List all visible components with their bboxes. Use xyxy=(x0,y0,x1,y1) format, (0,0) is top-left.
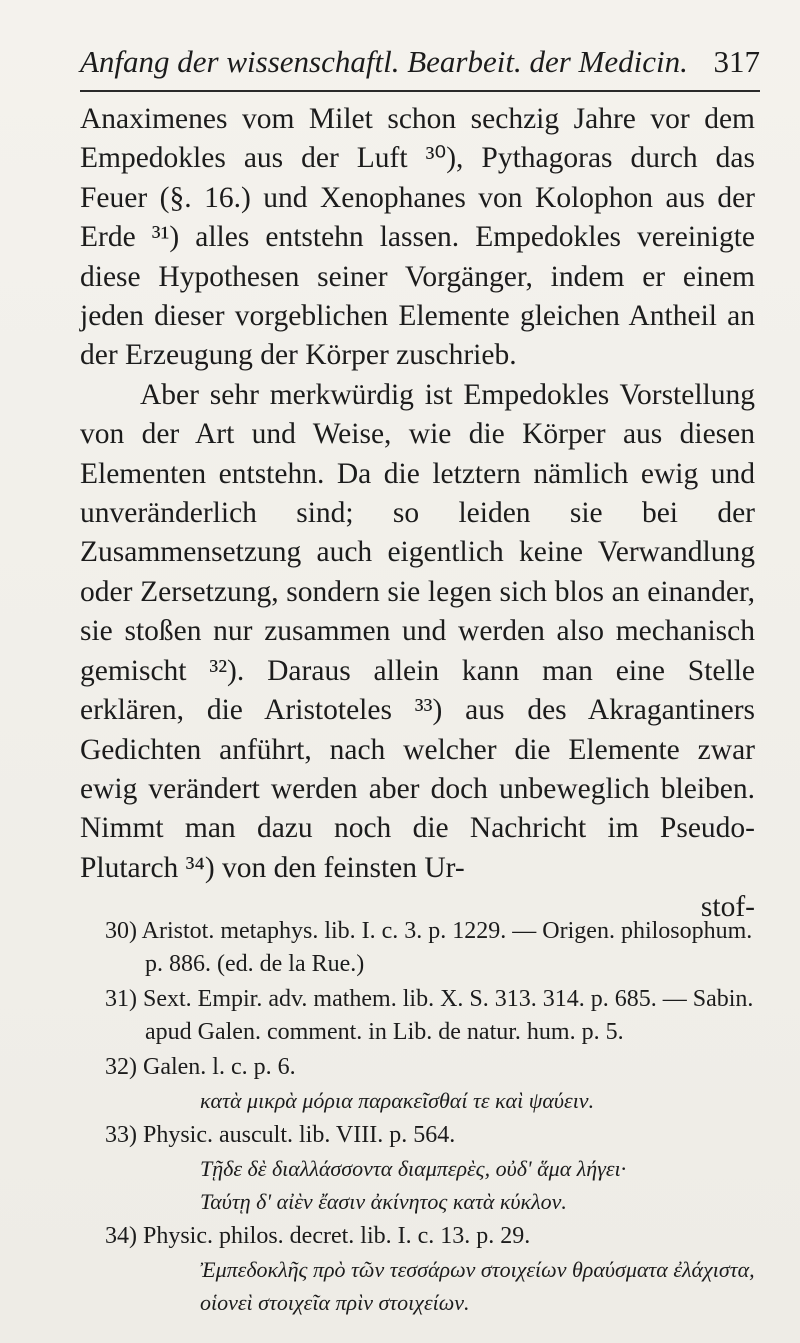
page-number: 317 xyxy=(713,44,760,79)
footnote-30: 30) Aristot. metaphys. lib. I. c. 3. p. 1229. — Origen. philosophum. p. 886. (ed. de la Rue.) xyxy=(105,918,753,977)
footnote-32 xyxy=(105,1051,755,1117)
footnote-32-ref: 32) Galen. l. c. p. 6. xyxy=(105,1054,296,1080)
footnote-33-ref: 33) Physic. auscult. lib. VIII. p. 564. xyxy=(105,1122,456,1148)
paragraph-2: Aber sehr merkwürdig ist Empedokles Vorstellung von der Art und Weise, wie die Körper aus diesen Elementen entstehn. Da die letztern nämlich ewig und unveränderlich sind; so leiden sie bei der Zusammensetzung auch eigentlich keine Verwandlung oder Zersetzung, sondern sie legen sich blos an einander, sie stoßen nur zusammen und werden also mechanisch gemischt ³²). Daraus allein kann man eine Stelle erklären, die Aristoteles ³³) aus des Akragantiners Gedichten anführt, nach welcher die Elemente zwar ewig verändert werden aber doch unbeweglich bleiben. Nimmt man dazu noch die Nachricht im Pseudo-Plutarch ³⁴) von den feinsten Ur- xyxy=(80,378,755,884)
footnote-34-quote: Ἐμπεδοκλῆς πρὸ τῶν τεσσάρων στοιχείων θραύσματα ἐλάχιστα, οἱονεὶ στοιχεῖα πρὶν στοιχείων. xyxy=(200,1257,755,1315)
page-header xyxy=(80,40,760,92)
footnote-34 xyxy=(105,1220,755,1319)
running-title: Anfang der wissenschaftl. Bearbeit. der Medicin. xyxy=(80,44,688,79)
footnote-33 xyxy=(105,1119,755,1218)
catchword: stof- xyxy=(700,891,755,924)
footnote-32-quote: κατὰ μικρὰ μόρια παρακεῖσθαί τε καὶ ψαύειν. xyxy=(200,1088,595,1113)
body-text xyxy=(80,100,755,928)
paragraph-1: Anaximenes vom Milet schon sechzig Jahre vor dem Empedokles aus der Luft ³⁰), Pythagoras durch das Feuer (§. 16.) und Xenophanes von Kolophon aus der Erde ³¹) alles entstehn lassen. Empedokles vereinigte diese Hypothesen seiner Vorgänger, indem er einem jeden dieser vorgeblichen Elemente gleichen Antheil an der Erzeugung der Körper zuschrieb. xyxy=(80,103,755,372)
footnotes xyxy=(105,915,755,1321)
footnote-34-ref: 34) Physic. philos. decret. lib. I. c. 13. p. 29. xyxy=(105,1223,531,1249)
footnote-33-quote-2: Ταύτῃ δ' αἰὲν ἔασιν ἀκίνητος κατὰ κύκλον. xyxy=(200,1189,567,1214)
footnote-33-quote-1: Τῇδε δὲ διαλλάσσοντα διαμπερὲς, οὐδ' ἅμα λήγει· xyxy=(200,1156,627,1181)
footnote-31: 31) Sext. Empir. adv. mathem. lib. X. S. 313. 314. p. 685. — Sabin. apud Galen. comment. in Lib. de natur. hum. p. 5. xyxy=(105,986,754,1045)
